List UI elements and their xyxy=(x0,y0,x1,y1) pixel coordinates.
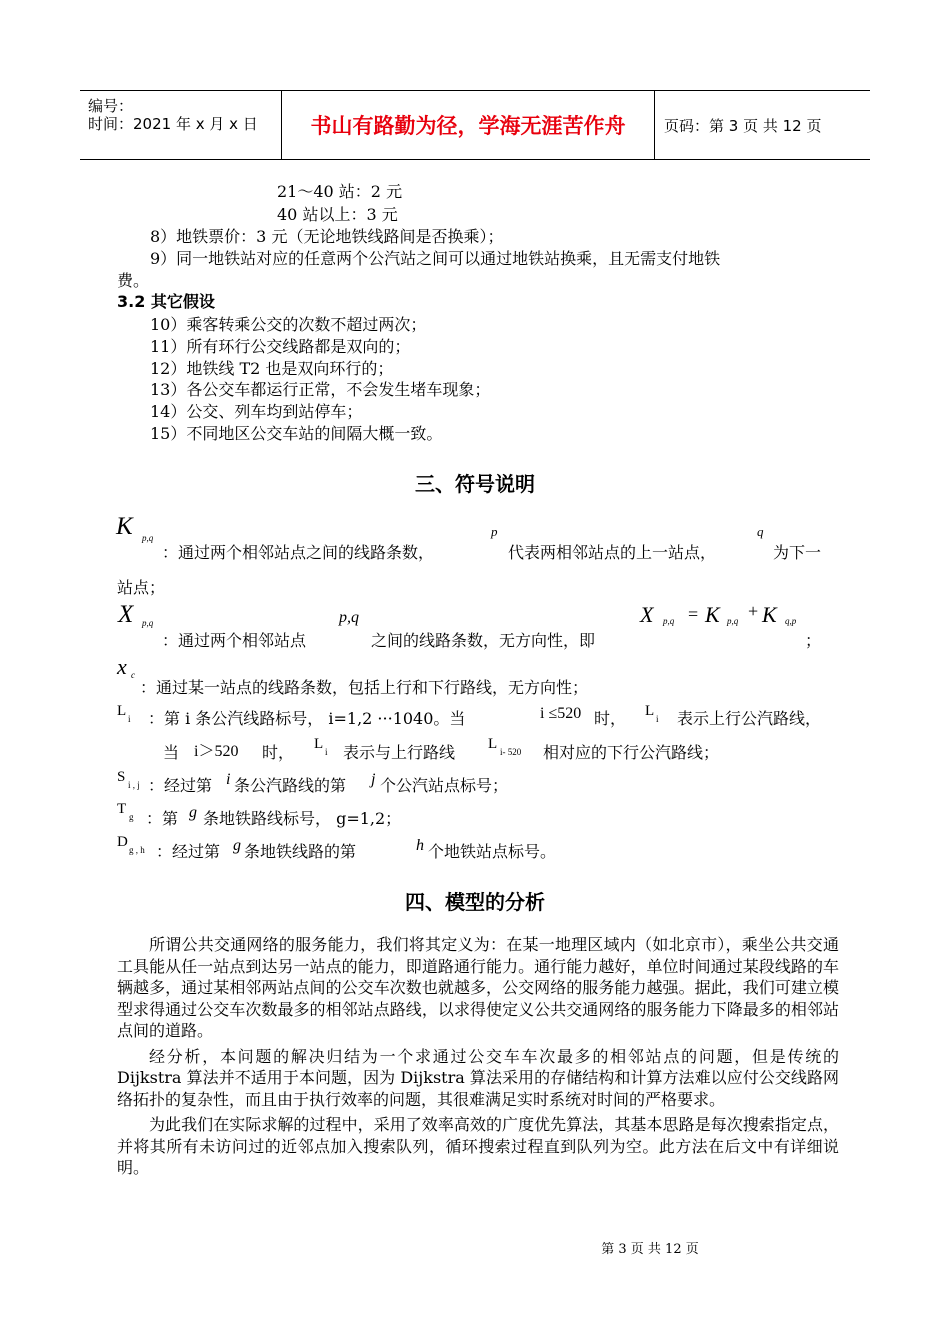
symbol-l-sub: i xyxy=(656,714,659,724)
assumption-item: 14）公交、列车均到站停车； xyxy=(150,402,363,421)
header-page-info: 页码：第 3 页 共 12 页 xyxy=(664,116,822,135)
symbol-desc: 条地铁路线标号， g=1,2； xyxy=(203,809,402,828)
eq-k2: K xyxy=(762,602,777,627)
header-date: 时间：2021 年 x 月 x 日 xyxy=(88,115,258,133)
symbol-g: g xyxy=(233,837,241,854)
symbol-h: h xyxy=(416,837,424,854)
symbol-t: T xyxy=(117,801,127,817)
symbol-p: p xyxy=(491,524,498,539)
symbol-x-sub: p,q xyxy=(142,618,154,628)
symbol-k: K xyxy=(116,513,133,540)
symbol-j: j xyxy=(371,771,376,788)
symbol-desc: ：第 xyxy=(146,809,179,828)
eq-k1-sub: p,q xyxy=(727,616,739,626)
symbol-desc: 表示上行公汽路线， xyxy=(677,709,822,728)
assumption-item: 15）不同地区公交车站的间隔大概一致。 xyxy=(150,424,443,443)
symbol-d: D xyxy=(117,834,128,850)
header-number-label: 编号： xyxy=(88,97,134,115)
symbol-pq: p,q xyxy=(339,609,359,626)
eq-x: X xyxy=(640,602,654,627)
header-meta xyxy=(80,91,280,159)
fare-line: 40 站以上：3 元 xyxy=(277,205,398,224)
eq-k1: K xyxy=(705,602,720,627)
condition-i-le: i ≤520 xyxy=(540,705,582,722)
assumption-item: 8）地铁票价：3 元（无论地铁线路间是否换乘）； xyxy=(150,227,504,246)
body-text xyxy=(117,934,839,1179)
paragraph: 为此我们在实际求解的过程中，采用了效率高效的广度优先算法，其基本思路是每次搜索指定点，并将其所有未访问过的近邻点加入搜索队列，循环搜索过程直到队列为空。此方法在后文中有详细说明。 xyxy=(117,1115,839,1177)
section-title: 四、模型的分析 xyxy=(405,890,545,914)
symbol-desc: 个地铁站点标号。 xyxy=(428,842,557,861)
symbol-desc: 代表两相邻站点的上一站点， xyxy=(508,543,717,562)
symbol-desc: ； xyxy=(805,631,822,650)
symbol-desc: 条公汽路线的第 xyxy=(234,776,347,795)
symbol-l-sub2: i- 520 xyxy=(500,747,522,757)
symbol-t-sub: g xyxy=(129,812,134,822)
eq-k2-sub: q,p xyxy=(785,616,797,626)
symbol-l: L xyxy=(314,736,324,752)
eq-equals: = xyxy=(688,604,699,624)
symbol-desc: 条地铁线路的第 xyxy=(244,842,357,861)
symbol-desc: 表示与上行路线 xyxy=(343,743,456,762)
symbol-desc: ：经过第 xyxy=(156,842,221,861)
symbol-x: X xyxy=(118,601,134,628)
header-motto: 书山有路勤为径，学海无涯苦作舟 xyxy=(310,114,626,138)
assumption-item: 11）所有环行公交线路都是双向的； xyxy=(150,337,411,356)
symbol-xc: x xyxy=(117,654,127,679)
symbol-desc: 之间的线路条数，无方向性，即 xyxy=(371,631,596,650)
page-header xyxy=(80,90,870,160)
symbol-s-sub: i , j xyxy=(128,780,140,790)
assumption-item: 9）同一地铁站对应的任意两个公汽站之间可以通过地铁站换乘，且无需支付地铁 xyxy=(150,249,721,268)
condition-i-gt: i＞520 xyxy=(194,743,239,760)
assumption-item: 13）各公交车都运行正常，不会发生堵车现象； xyxy=(150,380,491,399)
section-heading: 3.2 其它假设 xyxy=(117,292,215,311)
symbol-k-sub: p,q xyxy=(142,533,154,543)
symbol-l: L xyxy=(117,703,127,719)
symbol-desc: ：通过两个相邻站点 xyxy=(162,631,307,650)
symbol-desc: ：通过两个相邻站点之间的线路条数， xyxy=(162,543,435,562)
symbol-l-sub: i xyxy=(325,747,328,757)
symbol-d-sub: g , h xyxy=(129,845,145,855)
eq-x-sub: p,q xyxy=(663,616,675,626)
symbol-l-sub: i xyxy=(128,714,131,724)
symbol-desc: 时， xyxy=(262,743,295,762)
symbol-desc: ：通过某一站点的线路条数，包括上行和下行路线，无方向性； xyxy=(140,678,589,697)
symbol-desc: ：经过第 xyxy=(148,776,213,795)
assumption-item-cont: 费。 xyxy=(117,271,150,290)
symbol-l: L xyxy=(645,703,655,719)
symbol-i: i xyxy=(226,771,231,788)
symbol-q: q xyxy=(757,524,764,539)
symbol-desc: ：第 i 条公汽线路标号， i=1,2 ···1040。当 xyxy=(148,709,466,728)
symbol-desc: 为下一 xyxy=(773,543,822,562)
section-title: 三、符号说明 xyxy=(415,472,535,496)
symbol-desc: 个公汽站点标号； xyxy=(380,776,509,795)
assumption-item: 12）地铁线 T2 也是双向环行的； xyxy=(150,359,394,378)
symbol-l: L xyxy=(488,736,498,752)
assumption-item: 10）乘客转乘公交的次数不超过两次； xyxy=(150,315,427,334)
symbol-desc-cont: 站点； xyxy=(117,578,166,597)
paragraph: 经分析，本问题的解决归结为一个求通过公交车车次最多的相邻站点的问题，但是传统的 Dijkstra 算法并不适用于本问题，因为 Dijkstra 算法采用的存储结构和计算方法难以应付公交线路网络拓扑的复杂性，而且由于执行效率的问题，其很难满足实时系统对时间的严格要求。 xyxy=(117,1046,839,1109)
symbol-xc-sub: c xyxy=(131,670,135,680)
symbol-desc: 时， xyxy=(594,709,627,728)
page-footer: 第 3 页 共 12 页 xyxy=(601,1242,699,1257)
header-divider xyxy=(654,91,655,159)
eq-plus: + xyxy=(748,601,759,621)
symbol-g: g xyxy=(189,804,197,821)
symbol-desc: 相对应的下行公汽路线； xyxy=(543,743,720,762)
fare-line: 21～40 站：2 元 xyxy=(277,182,403,201)
symbol-s: S xyxy=(117,769,126,785)
symbol-desc: 当 xyxy=(163,743,180,762)
paragraph: 所谓公共交通网络的服务能力，我们将其定义为：在某一地理区域内（如北京市），乘坐公共交通工具能从任一站点到达另一站点的能力，即道路通行能力。通行能力越好，单位时间通过某段线路的车辆越多，通过某相邻两站点间的公交车次数也就越多，公交网络的服务能力越强。据此，我们可建立模型求得通过公交车次数最多的相邻站点路线，以求得使定义公共交通网络的服务能力下降最多的相邻站点间的道路。 xyxy=(117,935,839,1040)
